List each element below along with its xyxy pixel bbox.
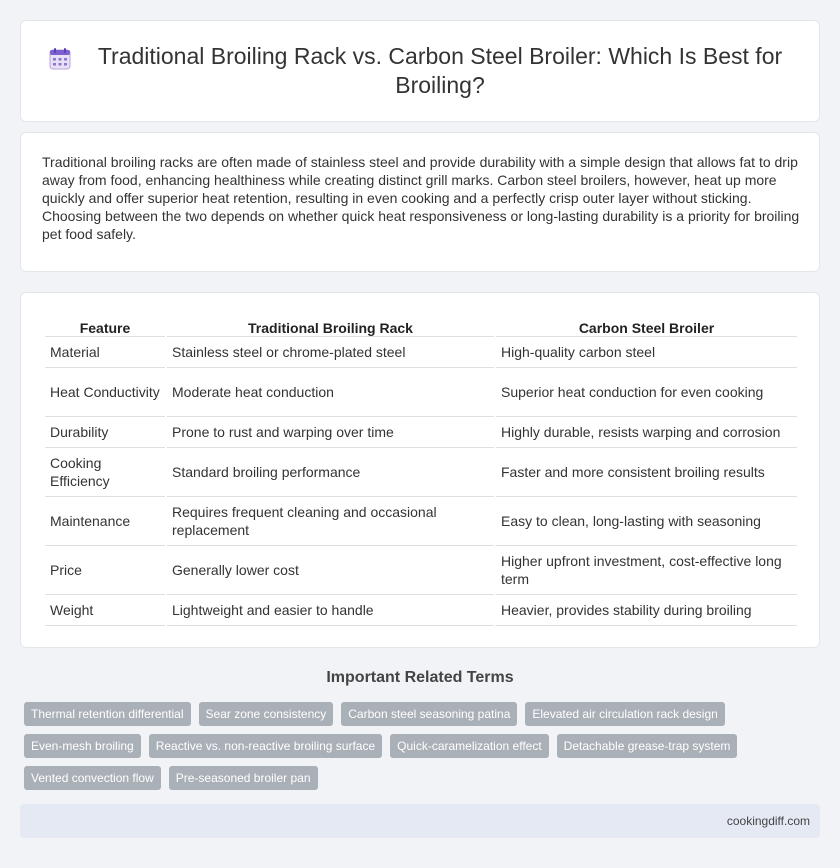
feature-cell: Heat Conductivity (45, 368, 165, 417)
related-tag[interactable]: Reactive vs. non-reactive broiling surface (149, 734, 382, 758)
footer (20, 804, 820, 838)
table-header-row (45, 315, 797, 337)
table-row (45, 497, 797, 546)
comparison-table (43, 315, 799, 626)
traditional-cell: Standard broiling performance (167, 448, 494, 497)
traditional-cell: Requires frequent cleaning and occasional replacement (167, 497, 494, 546)
related-tag[interactable]: Sear zone consistency (199, 702, 334, 726)
page-title: Traditional Broiling Rack vs. Carbon Steel Broiler: Which Is Best for Broiling? (97, 43, 783, 98)
traditional-cell: Prone to rust and warping over time (167, 417, 494, 448)
traditional-cell: Moderate heat conduction (167, 368, 494, 417)
header-traditional: Traditional Broiling Rack (167, 315, 494, 337)
traditional-cell: Lightweight and easier to handle (167, 595, 494, 626)
title-card (20, 20, 820, 122)
carbon-cell: Highly durable, resists warping and corrosion (496, 417, 797, 448)
intro-text: Traditional broiling racks are often made of stainless steel and provide durability with a simple design that allows fat to drip away from food, enhancing healthiness while creating distinct grill marks. Carbon steel broilers, however, heat up more quickly and offer superior heat retention, resulting in even cooking and a perfectly crisp outer layer without sticking. Choosing between the two depends on whether quick heat responsiveness or long-lasting durability is a priority for broiling pet food safely. (42, 154, 800, 242)
table-row (45, 368, 797, 417)
related-tag[interactable]: Carbon steel seasoning patina (341, 702, 517, 726)
table-row (45, 595, 797, 626)
feature-cell: Material (45, 337, 165, 368)
carbon-cell: Faster and more consistent broiling results (496, 448, 797, 497)
intro-card (20, 132, 820, 272)
carbon-cell: Heavier, provides stability during broiling (496, 595, 797, 626)
traditional-cell: Generally lower cost (167, 546, 494, 595)
carbon-cell: Higher upfront investment, cost-effective long term (496, 546, 797, 595)
table-row (45, 337, 797, 368)
related-tag[interactable]: Detachable grease-trap system (557, 734, 738, 758)
footer-site-link[interactable]: cookingdiff.com (726, 814, 810, 828)
related-tag[interactable]: Even-mesh broiling (24, 734, 141, 758)
carbon-cell: Easy to clean, long-lasting with seasoning (496, 497, 797, 546)
feature-cell: Maintenance (45, 497, 165, 546)
table-row (45, 448, 797, 497)
related-tag[interactable]: Thermal retention differential (24, 702, 191, 726)
related-tags (24, 702, 814, 790)
feature-cell: Cooking Efficiency (45, 448, 165, 497)
header-carbon: Carbon Steel Broiler (496, 315, 797, 337)
related-tag[interactable]: Quick-caramelization effect (390, 734, 549, 758)
feature-cell: Weight (45, 595, 165, 626)
related-tag[interactable]: Elevated air circulation rack design (525, 702, 724, 726)
related-tag[interactable]: Pre-seasoned broiler pan (169, 766, 318, 790)
traditional-cell: Stainless steel or chrome-plated steel (167, 337, 494, 368)
header-feature: Feature (45, 315, 165, 337)
comparison-card (20, 292, 820, 648)
carbon-cell: Superior heat conduction for even cooking (496, 368, 797, 417)
related-tag[interactable]: Vented convection flow (24, 766, 161, 790)
feature-cell: Price (45, 546, 165, 595)
feature-cell: Durability (45, 417, 165, 448)
table-row (45, 546, 797, 595)
carbon-cell: High-quality carbon steel (496, 337, 797, 368)
table-row (45, 417, 797, 448)
related-terms-title: Important Related Terms (326, 669, 514, 686)
